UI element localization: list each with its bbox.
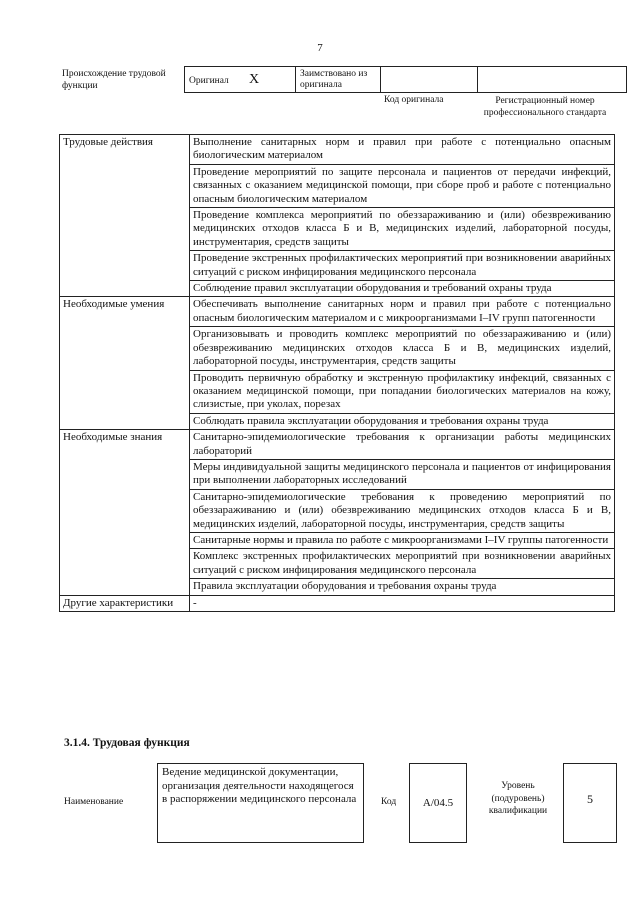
table-cell: Проведение экстренных профилактических мероприятий при возникновении аварийных ситуаций с риском инфицирования медицинского персонала [190,251,615,281]
table-cell: Проведение мероприятий по защите персонала и пациентов от передачи инфекций, связанных с оказанием медицинской помощи, при сборе проб и работе с потенциально опасным биологическим материалом [190,164,615,207]
table-row [60,430,615,460]
function-name-label: Наименование [64,797,124,807]
qualification-level-value: 5 [563,763,617,843]
category-cell: Трудовые действия [60,135,190,297]
reg-number-cell [478,67,627,93]
original-mark: X [249,71,260,87]
table-cell: Проведение комплекса мероприятий по обеззараживанию и (или) обезвреживанию медицинских отходов класса Б и В, медицинских изделий, лабораторной посуды, инструментария, средств защиты [190,208,615,251]
reg-number-caption: Регистрационный номер профессионального стандарта [483,96,607,118]
table-cell: Организовывать и проводить комплекс мероприятий по обеззараживанию и (или) обезвреживанию медицинских отходов класса Б и В, медицинских изделий, лабораторной посуды, инструментария, средств защиты [190,327,615,370]
origin-label: Происхождение трудовой функции [62,69,166,91]
function-code-label: Код [381,797,397,807]
table-row [60,595,615,611]
function-name-value: Ведение медицинской документации, организация деятельности находящегося в распоряжении медицинского персонала [157,763,364,843]
table-cell: Выполнение санитарных норм и правил при работе с потенциально опасным биологическим материалом [190,135,615,165]
category-cell: Другие характеристики [60,595,190,611]
category-cell: Необходимые умения [60,297,190,430]
table-cell: Обеспечивать выполнение санитарных норм и правил при работе с потенциально опасным биологическим материалом и с микроорганизмами I–IV групп патогенности [190,297,615,327]
function-code-value: A/04.5 [409,763,467,843]
table-cell: - [190,595,615,611]
table-cell: Санитарно-эпидемиологические требования к организации работы медицинских лабораторий [190,430,615,460]
section-title: 3.1.4. Трудовая функция [64,737,190,749]
table-cell: Проводить первичную обработку и экстренную профилактику инфекций, связанных с оказанием медицинской помощи, при попадании биологических материалов на кожу, слизистые, при уколах, порезах [190,370,615,413]
code-original-cell [381,67,478,93]
table-cell: Меры индивидуальной защиты медицинского персонала и пациентов от инфицирования при выполнении лабораторных исследований [190,459,615,489]
table-row [60,135,615,165]
category-cell: Необходимые знания [60,430,190,595]
origin-original-cell [185,67,296,93]
table-cell: Комплекс экстренных профилактических мероприятий при возникновении аварийных ситуаций с риском инфицирования медицинского персонала [190,549,615,579]
labor-function-table [59,134,615,612]
table-row [60,297,615,327]
original-label: Оригинал [189,75,229,86]
origin-table [184,66,627,93]
table-cell: Соблюдать правила эксплуатации оборудования и требования охраны труда [190,413,615,429]
borrowed-label: Заимствовано из оригинала [296,67,381,93]
table-cell: Правила эксплуатации оборудования и требования охраны труда [190,579,615,595]
code-original-caption: Код оригинала [384,95,444,105]
table-cell: Санитарно-эпидемиологические требования к проведению мероприятий по обеззараживанию и (или) обезвреживанию медицинских отходов класса Б и В, медицинских изделий, лабораторной посуды, инструментария, средств защиты [190,489,615,532]
table-cell: Соблюдение правил эксплуатации оборудования и требований охраны труда [190,281,615,297]
qualification-level-label: Уровень (подуровень) квалификации [488,781,548,816]
table-cell: Санитарные нормы и правила по работе с микроорганизмами I–IV группы патогенности [190,532,615,548]
page-number: 7 [317,42,323,54]
